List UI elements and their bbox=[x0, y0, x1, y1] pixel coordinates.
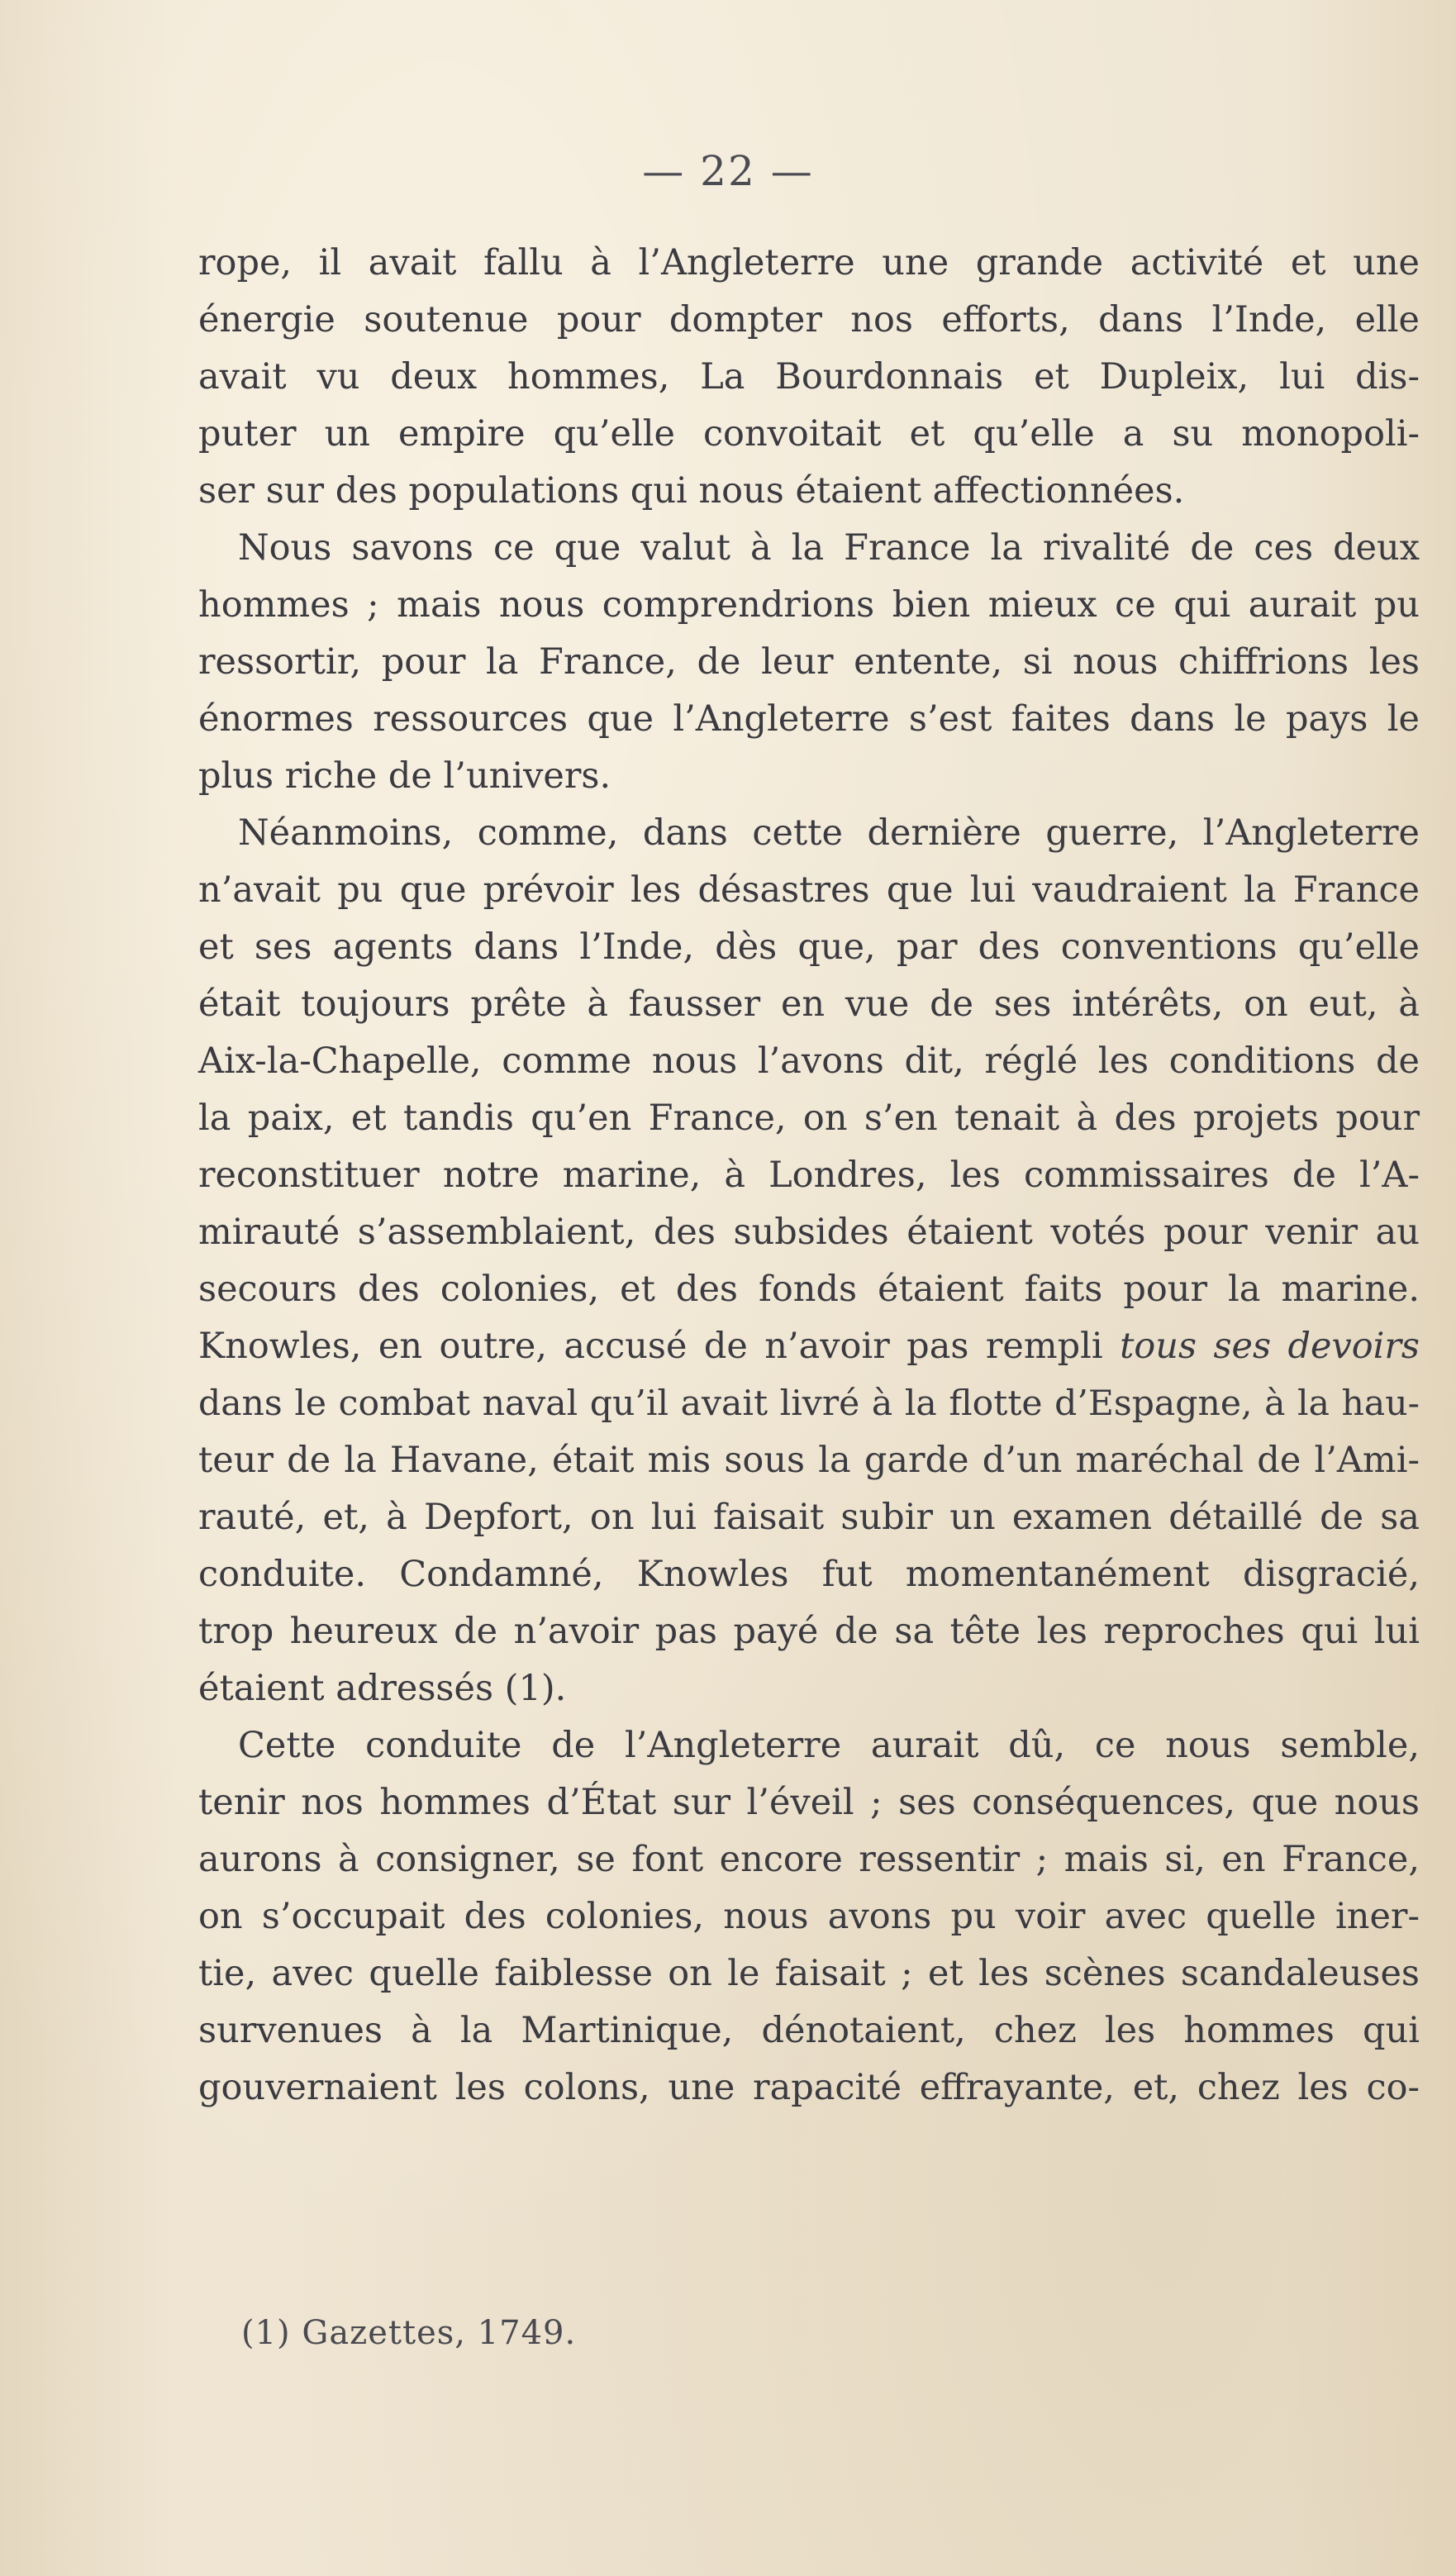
text-line: et ses agents dans l’Inde, dès que, par des conventions qu’elle bbox=[198, 926, 1420, 968]
text-line: gouvernaient les colons, une rapacité effrayante, et, chez les co- bbox=[198, 2067, 1420, 2108]
footnote: (1) Gazettes, 1749. bbox=[241, 2314, 577, 2352]
text-line: conduite. Condamné, Knowles fut momentanément disgracié, bbox=[198, 1554, 1420, 1595]
text-line: secours des colonies, et des fonds étaient faits pour la marine. bbox=[198, 1269, 1420, 1310]
text-line: Cette conduite de l’Angleterre aurait dû, ce nous semble, bbox=[238, 1725, 1420, 1766]
text-line: teur de la Havane, était mis sous la garde d’un maréchal de l’Ami- bbox=[198, 1440, 1420, 1481]
text-line: hommes ; mais nous comprendrions bien mieux ce qui aurait pu bbox=[198, 584, 1420, 626]
text-line: tenir nos hommes d’État sur l’éveil ; ses conséquences, que nous bbox=[198, 1782, 1420, 1823]
text-line: étaient adressés (1). bbox=[198, 1668, 567, 1709]
italic-phrase: tous ses devoirs bbox=[1120, 1326, 1420, 1367]
text-line: la paix, et tandis qu’en France, on s’en tenait à des projets pour bbox=[198, 1098, 1420, 1139]
page-number: — 22 — bbox=[642, 147, 814, 195]
text-line: rauté, et, à Depfort, on lui faisait subir un examen détaillé de sa bbox=[198, 1497, 1420, 1538]
text-line: Aix-la-Chapelle, comme nous l’avons dit, réglé les conditions de bbox=[198, 1040, 1420, 1082]
text-line: ressortir, pour la France, de leur entente, si nous chiffrions les bbox=[198, 641, 1420, 683]
text-line: aurons à consigner, se font encore ressentir ; mais si, en France, bbox=[198, 1839, 1420, 1880]
text-line: puter un empire qu’elle convoitait et qu’elle a su monopoli- bbox=[198, 413, 1420, 455]
text-line: Néanmoins, comme, dans cette dernière guerre, l’Angleterre bbox=[238, 812, 1420, 854]
text-line: Nous savons ce que valut à la France la rivalité de ces deux bbox=[238, 527, 1420, 569]
text-line: reconstituer notre marine, à Londres, les commissaires de l’A- bbox=[198, 1155, 1420, 1196]
text-line: avait vu deux hommes, La Bourdonnais et Dupleix, lui dis- bbox=[198, 356, 1420, 398]
text-line: tie, avec quelle faiblesse on le faisait ; et les scènes scandaleuses bbox=[198, 1953, 1420, 1994]
text-line: rope, il avait fallu à l’Angleterre une grande activité et une bbox=[198, 242, 1420, 283]
body-text bbox=[198, 235, 1420, 2117]
text-line: mirauté s’assemblaient, des subsides étaient votés pour venir au bbox=[198, 1212, 1420, 1253]
text-line: énergie soutenue pour dompter nos efforts, dans l’Inde, elle bbox=[198, 299, 1420, 340]
text-line: était toujours prête à fausser en vue de ses intérêts, on eut, à bbox=[198, 983, 1420, 1025]
text-line: survenues à la Martinique, dénotaient, chez les hommes qui bbox=[198, 2010, 1420, 2051]
text-line: Knowles, en outre, accusé de n’avoir pas rempli tous ses devoirs bbox=[198, 1326, 1420, 1367]
text-line: trop heureux de n’avoir pas payé de sa tête les reproches qui lui bbox=[198, 1611, 1420, 1652]
text-line: on s’occupait des colonies, nous avons pu voir avec quelle iner- bbox=[198, 1896, 1420, 1937]
text-line: dans le combat naval qu’il avait livré à la flotte d’Espagne, à la hau- bbox=[198, 1383, 1420, 1424]
text-line: ser sur des populations qui nous étaient affectionnées. bbox=[198, 470, 1185, 512]
text-line: plus riche de l’univers. bbox=[198, 755, 611, 797]
text-line: énormes ressources que l’Angleterre s’est faites dans le pays le bbox=[198, 698, 1420, 740]
text-line: n’avait pu que prévoir les désastres que lui vaudraient la France bbox=[198, 869, 1420, 911]
